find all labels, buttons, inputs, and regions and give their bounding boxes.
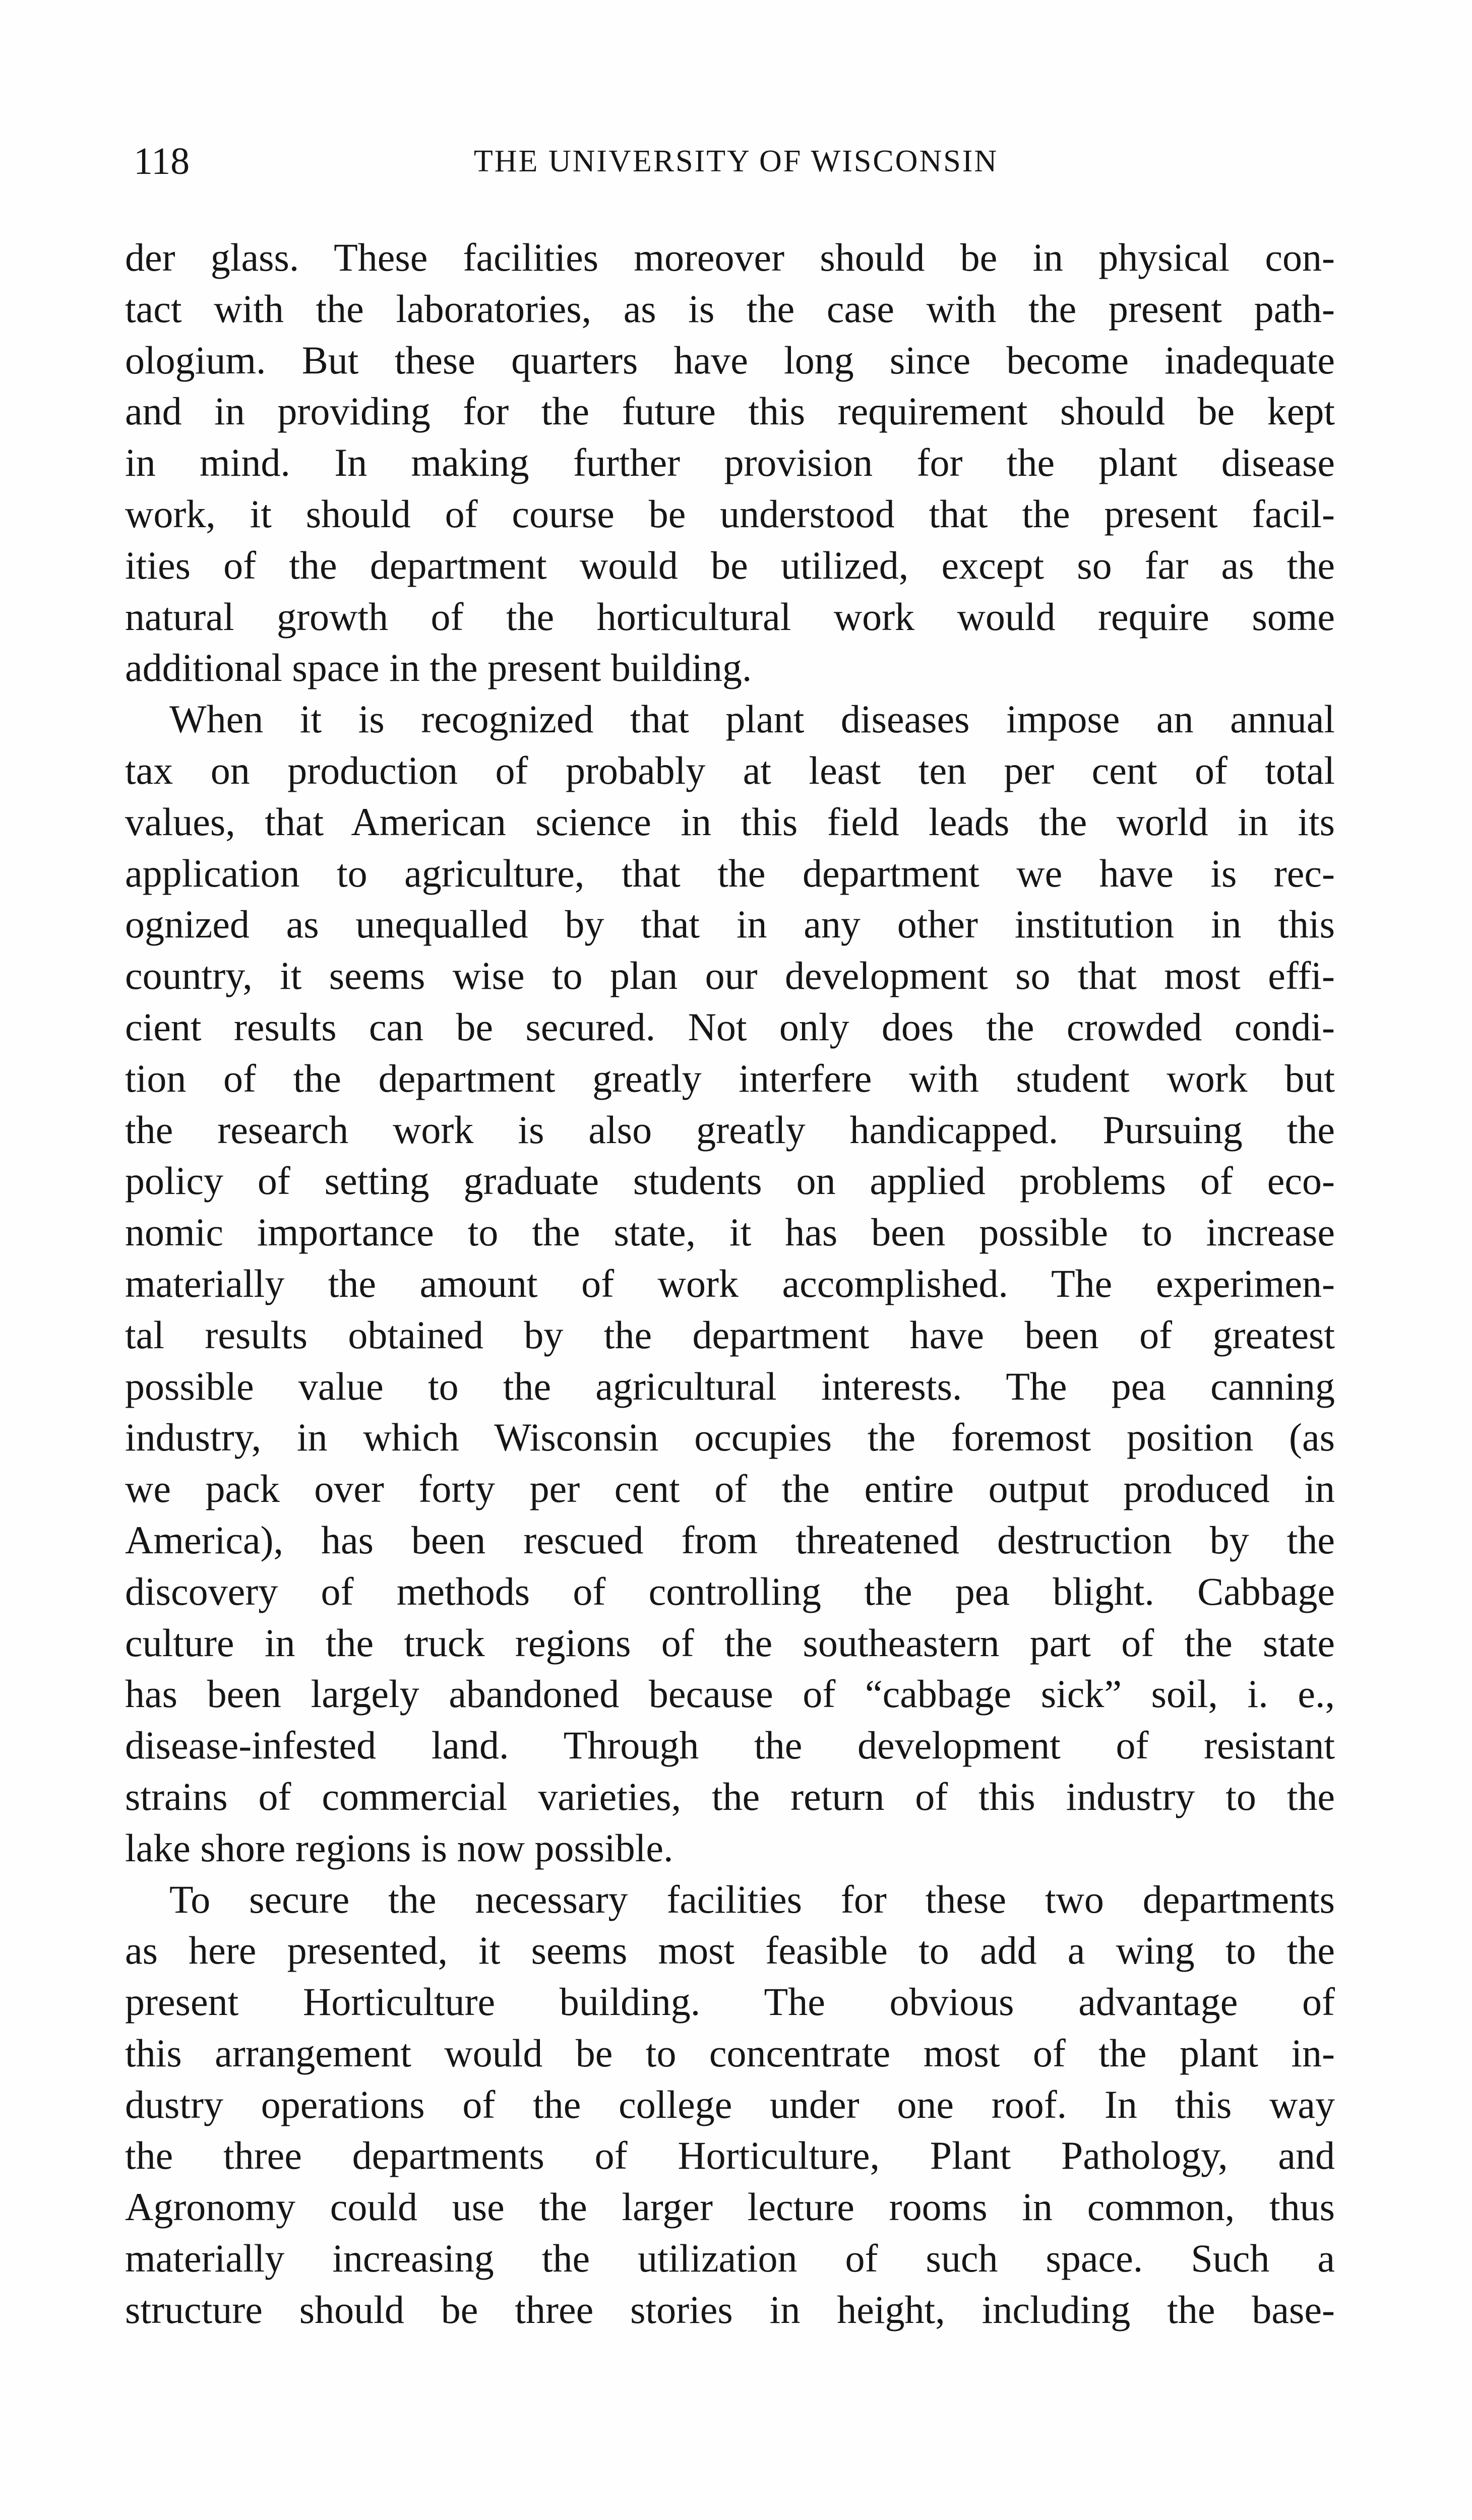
- text-line: natural growth of the horticultural work would require some: [125, 594, 1335, 639]
- running-head: THE UNIVERSITY OF WISCONSIN: [473, 144, 999, 178]
- text-line: dustry operations of the college under one roof. In this way: [125, 2082, 1335, 2126]
- text-line: tion of the department greatly interfere with student work but: [125, 1056, 1335, 1100]
- paragraph-2: [125, 694, 1335, 1873]
- text-line: To secure the necessary facilities for these two departments: [169, 1877, 1335, 1921]
- text-line: country, it seems wise to plan our development so that most effi-: [125, 954, 1335, 998]
- page-number: 118: [134, 140, 190, 182]
- text-line: materially the amount of work accomplished. The experimen-: [125, 1261, 1335, 1305]
- text-line: possible value to the agricultural interests. The pea canning: [125, 1364, 1335, 1408]
- text-line: we pack over forty per cent of the entire output produced in: [125, 1467, 1335, 1511]
- text-line: industry, in which Wisconsin occupies the foremost position (as: [125, 1415, 1335, 1460]
- text-line: present Horticulture building. The obvious advantage of: [125, 1980, 1335, 2024]
- text-line: and in providing for the future this requirement should be kept: [125, 389, 1335, 433]
- text-line: culture in the truck regions of the southeastern part of the state: [125, 1620, 1335, 1665]
- text-line: has been largely abandoned because of “cabbage sick” soil, i. e.,: [125, 1672, 1335, 1716]
- text-line: America), has been rescued from threatened destruction by the: [125, 1518, 1335, 1562]
- text-line: ognized as unequalled by that in any other institution in this: [125, 902, 1335, 947]
- text-line: in mind. In making further provision for the plant disease: [125, 440, 1335, 485]
- text-line: the three departments of Horticulture, Plant Pathology, and: [125, 2133, 1335, 2178]
- page-header: [134, 136, 1338, 186]
- text-line: materially increasing the utilization of such space. Such a: [125, 2236, 1335, 2281]
- text-line: ologium. But these quarters have long since become inadequate: [125, 338, 1335, 382]
- text-line: as here presented, it seems most feasible to add a wing to the: [125, 1928, 1335, 1973]
- text-line: lake shore regions is now possible.: [125, 1825, 673, 1870]
- text-line: work, it should of course be understood that the present facil-: [125, 491, 1335, 536]
- text-line: the research work is also greatly handicapped. Pursuing the: [125, 1107, 1335, 1152]
- text-line: structure should be three stories in height, including the base-: [125, 2287, 1335, 2332]
- text-line: application to agriculture, that the department we have is rec-: [125, 851, 1335, 895]
- text-line: policy of setting graduate students on applied problems of eco-: [125, 1159, 1335, 1203]
- text-line: discovery of methods of controlling the pea blight. Cabbage: [125, 1569, 1335, 1613]
- text-line: tal results obtained by the department have been of greatest: [125, 1312, 1335, 1357]
- text-line: der glass. These facilities moreover should be in physical con-: [125, 235, 1335, 279]
- text-line: disease-infested land. Through the development of resistant: [125, 1723, 1335, 1768]
- text-line: this arrangement would be to concentrate most of the plant in-: [125, 2031, 1335, 2075]
- text-line: nomic importance to the state, it has been possible to increase: [125, 1210, 1335, 1254]
- text-line: tax on production of probably at least ten per cent of total: [125, 748, 1335, 792]
- paragraph-1: [125, 232, 1335, 694]
- text-line: additional space in the present building.: [125, 646, 752, 690]
- text-line: Agronomy could use the larger lecture rooms in common, thus: [125, 2185, 1335, 2229]
- text-line: strains of commercial varieties, the return of this industry to the: [125, 1774, 1335, 1818]
- text-line: cient results can be secured. Not only does the crowded condi-: [125, 1004, 1335, 1049]
- body-text: [125, 232, 1335, 2336]
- text-line: tact with the laboratories, as is the case with the present path-: [125, 286, 1335, 331]
- text-line: values, that American science in this field leads the world in its: [125, 799, 1335, 844]
- text-line: When it is recognized that plant diseases impose an annual: [169, 697, 1335, 741]
- paragraph-3: [125, 1874, 1335, 2336]
- text-line: ities of the department would be utilized, except so far as the: [125, 543, 1335, 587]
